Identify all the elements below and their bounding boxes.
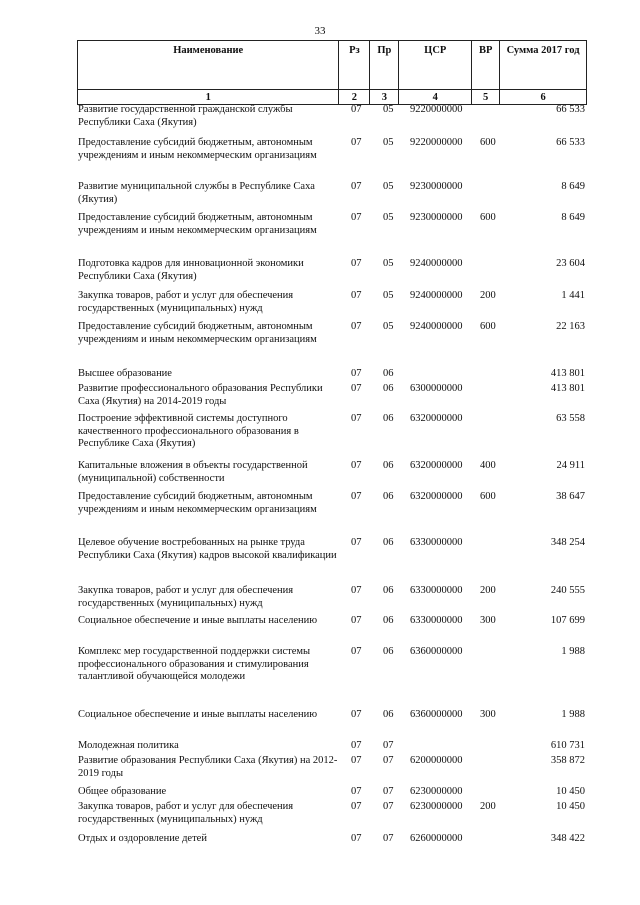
row-vr: 600 (480, 137, 496, 148)
row-name: Предоставление субсидий бюджетным, автономным учреждениям и иным некоммерческим организациям (78, 491, 317, 515)
row-sum: 1 988 (561, 646, 585, 657)
row-csr: 6330000000 (410, 585, 463, 596)
header-num-5: 5 (472, 90, 500, 105)
row-rz: 07 (351, 491, 362, 502)
row-pr: 06 (383, 585, 394, 596)
row-csr: 6200000000 (410, 755, 463, 766)
row-name: Развитие профессионального образования Республики Саха (Якутия) на 2014-2019 годы (78, 383, 323, 407)
row-pr: 07 (383, 740, 394, 751)
row-vr: 600 (480, 212, 496, 223)
row-pr: 07 (383, 786, 394, 797)
row-sum: 348 254 (550, 537, 585, 548)
row-sum: 1 988 (561, 709, 585, 720)
row-vr: 200 (480, 585, 496, 596)
row-csr: 6320000000 (410, 491, 463, 502)
row-csr: 6360000000 (410, 709, 463, 720)
header-csr: ЦСР (399, 41, 472, 90)
row-sum: 413 801 (550, 383, 585, 394)
row-pr: 06 (383, 615, 394, 626)
row-vr: 600 (480, 321, 496, 332)
row-pr: 05 (383, 137, 394, 148)
row-sum: 10 450 (556, 786, 585, 797)
row-csr: 6260000000 (410, 833, 463, 844)
row-pr: 06 (383, 491, 394, 502)
row-vr: 200 (480, 290, 496, 301)
row-pr: 06 (383, 368, 394, 379)
row-sum: 610 731 (550, 740, 585, 751)
row-rz: 07 (351, 104, 362, 115)
row-csr: 9240000000 (410, 321, 463, 332)
row-rz: 07 (351, 368, 362, 379)
row-name: Закупка товаров, работ и услуг для обеспечения государственных (муниципальных) нужд (78, 290, 294, 314)
row-rz: 07 (351, 383, 362, 394)
row-name: Высшее образование (78, 368, 172, 379)
table-header (77, 40, 587, 105)
row-sum: 1 441 (561, 290, 585, 301)
row-rz: 07 (351, 786, 362, 797)
row-pr: 05 (383, 181, 394, 192)
row-pr: 05 (383, 321, 394, 332)
row-rz: 07 (351, 646, 362, 657)
row-sum: 23 604 (556, 258, 585, 269)
header-vr: ВР (472, 41, 500, 90)
row-sum: 66 533 (556, 137, 585, 148)
row-name: Построение эффективной системы доступного качественного профессионального образования в Республике Саха (Якутия) (78, 413, 299, 449)
header-num-4: 4 (399, 90, 472, 105)
row-rz: 07 (351, 321, 362, 332)
row-name: Развитие государственной гражданской службы Республики Саха (Якутия) (78, 104, 293, 128)
row-csr: 9230000000 (410, 212, 463, 223)
page-number: 33 (314, 25, 326, 37)
row-pr: 06 (383, 537, 394, 548)
row-name: Подготовка кадров для инновационной экономики Республики Саха (Якутия) (78, 258, 304, 282)
row-vr: 300 (480, 615, 496, 626)
row-name: Предоставление субсидий бюджетным, автономным учреждениям и иным некоммерческим организациям (78, 212, 317, 236)
row-sum: 240 555 (550, 585, 585, 596)
row-pr: 06 (383, 709, 394, 720)
row-csr: 6230000000 (410, 801, 463, 812)
row-csr: 6330000000 (410, 537, 463, 548)
row-pr: 07 (383, 833, 394, 844)
row-pr: 06 (383, 460, 394, 471)
row-name: Общее образование (78, 786, 167, 797)
row-vr: 200 (480, 801, 496, 812)
row-csr: 9230000000 (410, 181, 463, 192)
row-vr: 400 (480, 460, 496, 471)
row-name: Развитие муниципальной службы в Республике Саха (Якутия) (78, 181, 315, 205)
row-rz: 07 (351, 833, 362, 844)
row-name: Комплекс мер государственной поддержки системы профессионального образования и стимулирования талантливой обучающейся молодежи (78, 646, 311, 682)
row-pr: 06 (383, 413, 394, 424)
row-name: Молодежная политика (78, 740, 179, 751)
row-name: Социальное обеспечение и иные выплаты населению (78, 709, 318, 720)
row-vr: 600 (480, 491, 496, 502)
header-rz: Рз (339, 41, 370, 90)
row-rz: 07 (351, 709, 362, 720)
row-rz: 07 (351, 212, 362, 223)
row-sum: 22 163 (556, 321, 585, 332)
row-pr: 05 (383, 212, 394, 223)
row-csr: 9240000000 (410, 258, 463, 269)
row-sum: 348 422 (550, 833, 585, 844)
row-csr: 9220000000 (410, 137, 463, 148)
row-name: Закупка товаров, работ и услуг для обеспечения государственных (муниципальных) нужд (78, 585, 294, 609)
row-name: Отдых и оздоровление детей (78, 833, 207, 844)
row-sum: 24 911 (556, 460, 585, 471)
header-pr: Пр (370, 41, 399, 90)
row-csr: 6330000000 (410, 615, 463, 626)
row-csr: 6320000000 (410, 460, 463, 471)
row-sum: 10 450 (556, 801, 585, 812)
row-sum: 66 533 (556, 104, 585, 115)
row-name: Развитие образования Республики Саха (Якутия) на 2012-2019 годы (78, 755, 338, 779)
row-name: Закупка товаров, работ и услуг для обеспечения государственных (муниципальных) нужд (78, 801, 294, 825)
row-name: Предоставление субсидий бюджетным, автономным учреждениям и иным некоммерческим организациям (78, 321, 317, 345)
row-rz: 07 (351, 585, 362, 596)
row-csr: 9240000000 (410, 290, 463, 301)
row-sum: 63 558 (556, 413, 585, 424)
row-pr: 05 (383, 258, 394, 269)
row-rz: 07 (351, 537, 362, 548)
row-rz: 07 (351, 258, 362, 269)
row-csr: 6230000000 (410, 786, 463, 797)
row-sum: 8 649 (561, 212, 585, 223)
row-rz: 07 (351, 615, 362, 626)
row-rz: 07 (351, 181, 362, 192)
row-sum: 358 872 (550, 755, 585, 766)
header-num-1: 1 (78, 90, 339, 105)
row-csr: 6320000000 (410, 413, 463, 424)
row-pr: 07 (383, 755, 394, 766)
row-name: Социальное обеспечение и иные выплаты населению (78, 615, 318, 626)
row-name: Капитальные вложения в объекты государственной (муниципальной) собственности (78, 460, 308, 484)
row-rz: 07 (351, 755, 362, 766)
row-rz: 07 (351, 460, 362, 471)
row-csr: 6360000000 (410, 646, 463, 657)
row-rz: 07 (351, 413, 362, 424)
row-pr: 05 (383, 290, 394, 301)
row-pr: 06 (383, 646, 394, 657)
row-rz: 07 (351, 801, 362, 812)
row-pr: 05 (383, 104, 394, 115)
row-sum: 8 649 (561, 181, 585, 192)
row-pr: 06 (383, 383, 394, 394)
row-vr: 300 (480, 709, 496, 720)
row-rz: 07 (351, 740, 362, 751)
row-sum: 38 647 (556, 491, 585, 502)
row-rz: 07 (351, 290, 362, 301)
row-csr: 9220000000 (410, 104, 463, 115)
row-sum: 107 699 (550, 615, 585, 626)
row-name: Целевое обучение востребованных на рынке труда Республики Саха (Якутия) кадров высокой квалификации (78, 537, 337, 561)
row-pr: 07 (383, 801, 394, 812)
header-num-6: 6 (500, 90, 587, 105)
row-name: Предоставление субсидий бюджетным, автономным учреждениям и иным некоммерческим организациям (78, 137, 317, 161)
header-name: Наименование (78, 41, 339, 90)
row-sum: 413 801 (550, 368, 585, 379)
row-csr: 6300000000 (410, 383, 463, 394)
header-sum: Сумма 2017 год (500, 41, 587, 90)
header-num-2: 2 (339, 90, 370, 105)
row-rz: 07 (351, 137, 362, 148)
header-num-3: 3 (370, 90, 399, 105)
